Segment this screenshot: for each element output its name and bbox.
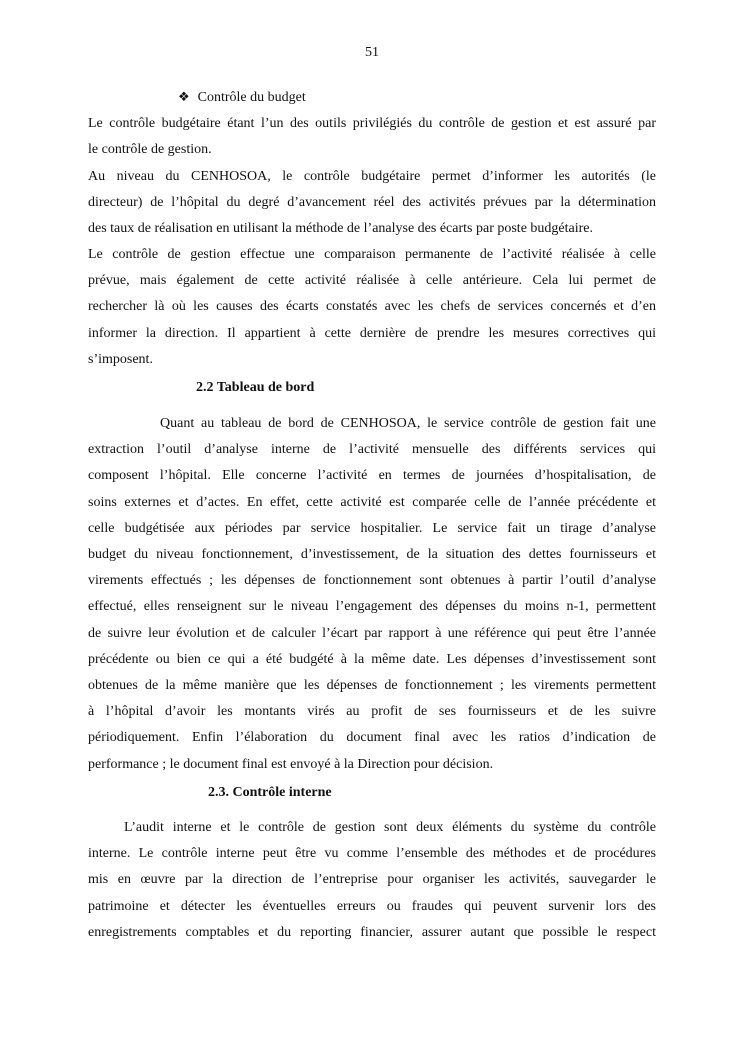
text-line: effectué, elles renseignent sur le niveau l’engagement des dépenses du moins n-1, permettent: [88, 599, 656, 615]
text-line: Quant au tableau de bord de CENHOSOA, le service contrôle de gestion fait une: [160, 416, 656, 431]
text-line: L’audit interne et le contrôle de gestion sont deux éléments du système du contrôle: [124, 820, 656, 835]
paragraph-controle-interne: [88, 815, 656, 946]
diamond-bullet-icon: ❖: [178, 90, 190, 105]
text-line: enregistrements comptables et du reporting financier, assurer autant que possible le respect: [88, 924, 656, 940]
paragraph-budget-2: [88, 164, 656, 243]
paragraph-tableau-de-bord: [88, 411, 656, 778]
text-line: à l’hôpital d’avoir les montants virés au profit de ses fournisseurs et de les suivre: [88, 704, 656, 720]
section-heading-controle-budget: [178, 88, 306, 108]
section-heading-tableau-de-bord: 2.2 Tableau de bord: [196, 380, 315, 395]
text-line: des taux de réalisation en utilisant la méthode de l’analyse des écarts par poste budgétaire.: [88, 220, 593, 236]
text-line: s’imposent.: [88, 351, 153, 367]
text-line: Le contrôle budgétaire étant l’un des outils privilégiés du contrôle de gestion et est assuré par: [88, 116, 656, 131]
text-line: Le contrôle de gestion effectue une comparaison permanente de l’activité réalisée à celle: [88, 247, 656, 262]
page-number: 51: [365, 45, 379, 60]
paragraph-budget-3: [88, 242, 656, 373]
text-line: composent l’hôpital. Elle concerne l’activité en termes de journées d’hospitalisation, de: [88, 468, 656, 484]
heading-text: Contrôle du budget: [197, 90, 306, 105]
text-line: directeur) de l’hôpital du degré d’avancement réel des activités prévues par la détermination: [88, 194, 656, 210]
text-line: celle budgétisée aux périodes par service hospitalier. Le service fait un tirage d’analyse: [88, 520, 656, 536]
text-line: de suivre leur évolution et de calculer l’écart par rapport à une référence qui peut être l’année: [88, 625, 656, 641]
text-line: informer la direction. Il appartient à cette dernière de prendre les mesures correctives qui: [88, 325, 656, 341]
text-line: périodiquement. Enfin l’élaboration du document final avec les ratios d’indication de: [88, 730, 656, 746]
text-line: patrimoine et détecter les éventuelles erreurs ou fraudes qui peuvent survenir lors des: [88, 898, 656, 914]
text-line: interne. Le contrôle interne peut être vu comme l’ensemble des méthodes et de procédures: [88, 846, 656, 862]
text-line: mis en œuvre par la direction de l’entreprise pour organiser les activités, sauvegarder le: [88, 872, 656, 888]
section-heading-controle-interne: 2.3. Contrôle interne: [208, 785, 332, 800]
text-line: rechercher là où les causes des écarts constatés avec les chefs de services concernés et d’en: [88, 299, 656, 315]
text-line: soins externes et d’actes. En effet, cette activité est comparée celle de l’année précédente et: [88, 494, 656, 510]
text-line: précédente ou bien ce qui a été budgété à la même date. Les dépenses d’investissement sont: [88, 651, 656, 667]
text-line: virements effectués ; les dépenses de fonctionnement sont obtenues à partir l’outil d’analyse: [88, 573, 656, 589]
text-line: le contrôle de gestion.: [88, 142, 212, 158]
text-line: budget du niveau fonctionnement, d’investissement, de la situation des dettes fournisseurs et: [88, 547, 656, 563]
text-line: extraction l’outil d’analyse interne de l’activité mensuelle des différents services qui: [88, 442, 656, 458]
text-line: obtenues de la même manière que les dépenses de fonctionnement ; les virements permettent: [88, 678, 656, 694]
text-line: Au niveau du CENHOSOA, le contrôle budgétaire permet d’informer les autorités (le: [88, 168, 656, 184]
paragraph-budget-1: [88, 111, 656, 163]
text-line: prévue, mais également de cette activité réalisée à celle antérieure. Cela lui permet de: [88, 273, 656, 289]
text-line: performance ; le document final est envoyé à la Direction pour décision.: [88, 756, 494, 772]
